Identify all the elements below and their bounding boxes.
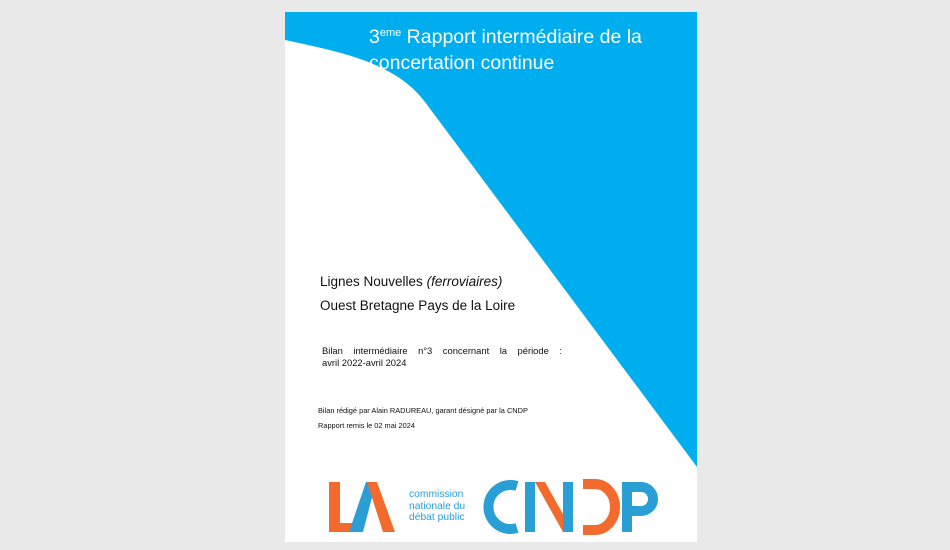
date-line: Rapport remis le 02 mai 2024 <box>318 421 415 430</box>
author-line: Bilan rédigé par Alain RADUREAU, garant désigné par la CNDP <box>318 406 528 415</box>
period-word: n°3 <box>418 345 433 356</box>
period-word: Bilan <box>322 345 343 356</box>
logo-letter-p <box>622 482 653 532</box>
period-line2: avril 2022-avril 2024 <box>322 357 407 368</box>
logo-wordmark <box>409 489 465 524</box>
logo-letter-a <box>349 482 395 532</box>
period-word: concernant <box>442 345 490 356</box>
logo-letter-d <box>583 484 615 530</box>
document-cover-page <box>285 12 697 542</box>
title-number: 3 <box>369 26 380 48</box>
project-line1-main: Lignes Nouvelles <box>320 274 427 289</box>
project-name <box>320 270 620 318</box>
logo-text-line: nationale du <box>409 500 466 512</box>
logo-text-line: débat public <box>409 512 465 523</box>
cndp-logo-graphic <box>285 472 697 542</box>
cndp-logo <box>285 472 697 542</box>
period-word: la <box>499 345 507 356</box>
title-line2: concertation continue <box>369 52 555 74</box>
report-metadata <box>318 403 638 433</box>
period-statement <box>322 345 562 369</box>
period-word: : <box>559 345 562 356</box>
logo-text-line: commission <box>409 489 464 500</box>
period-word: intermédiaire <box>353 345 408 356</box>
period-line1 <box>322 345 562 357</box>
period-word: période <box>517 345 549 356</box>
logo-letter-c <box>488 485 517 529</box>
project-line2: Ouest Bretagne Pays de la Loire <box>320 298 516 313</box>
report-title <box>369 24 689 76</box>
title-line1: Rapport intermédiaire de la <box>401 26 642 48</box>
project-line1 <box>320 270 620 294</box>
project-line1-italic: (ferroviaires) <box>426 274 503 289</box>
logo-letter-n <box>525 482 573 532</box>
title-superscript: eme <box>379 27 402 39</box>
